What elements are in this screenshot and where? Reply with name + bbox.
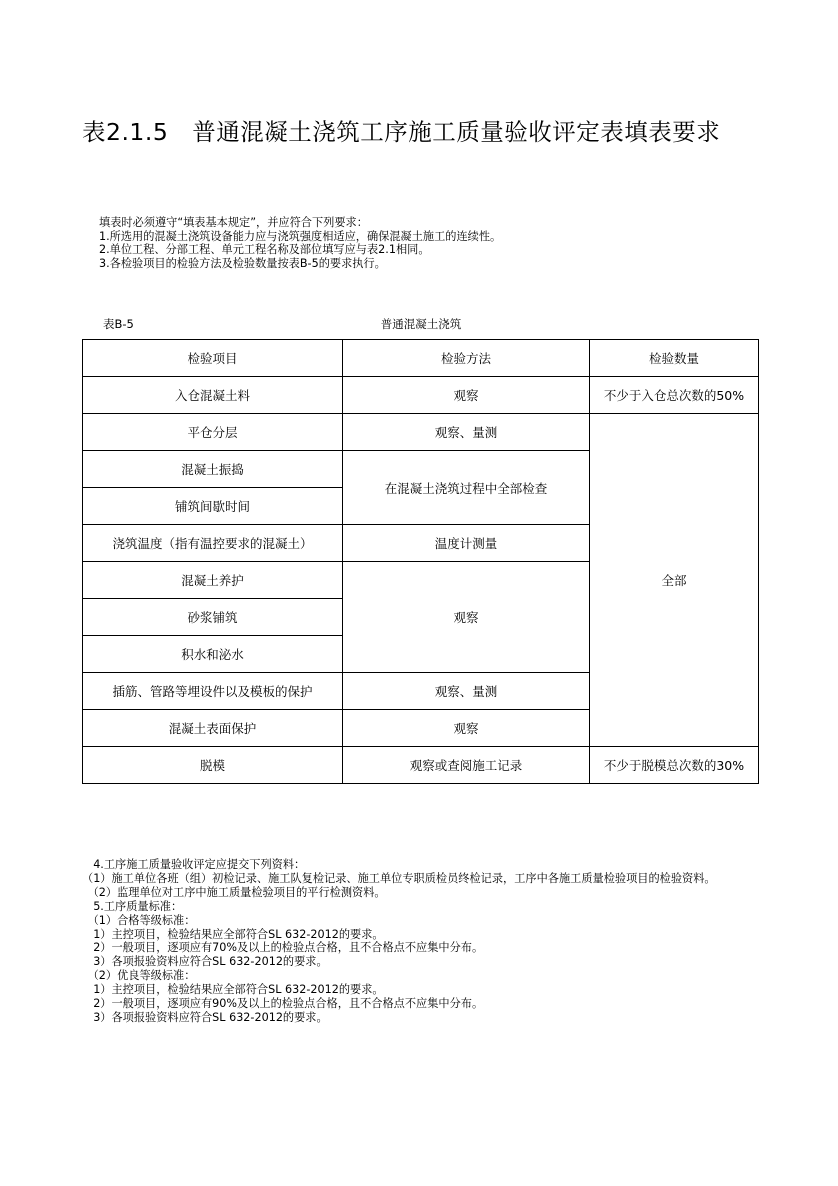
item-cell: 砂浆铺筑 <box>83 599 343 636</box>
note-line: 1）主控项目，检验结果应全部符合SL 632-2012的要求。 <box>82 927 384 941</box>
method-cell: 观察 <box>343 710 590 747</box>
note-line: 2）一般项目，逐项应有90%及以上的检验点合格，且不合格点不应集中分布。 <box>82 997 484 1011</box>
note-line: 5.工序质量标准： <box>82 899 183 913</box>
note-line: 4.工序施工质量验收评定应提交下列资料： <box>82 858 306 871</box>
item-cell: 铺筑间歇时间 <box>83 488 343 525</box>
note-line: 2）一般项目，逐项应有70%及以上的检验点合格，且不合格点不应集中分布。 <box>82 941 484 955</box>
note-line: 1）主控项目，检验结果应全部符合SL 632-2012的要求。 <box>82 983 384 997</box>
item-cell: 混凝土表面保护 <box>83 710 343 747</box>
intro-block <box>99 216 501 270</box>
notes-block <box>82 858 762 1025</box>
method-cell: 观察 <box>343 562 590 673</box>
item-cell: 浇筑温度（指有温控要求的混凝土） <box>83 525 343 562</box>
document-title: 表2.1.5 普通混凝土浇筑工序施工质量验收评定表填表要求 <box>82 118 721 146</box>
table-name: 普通混凝土浇筑 <box>380 317 462 331</box>
header-cell: 检验数量 <box>590 340 759 377</box>
quantity-cell: 不少于入仓总次数的50% <box>590 377 759 414</box>
method-cell: 观察、量测 <box>343 414 590 451</box>
quantity-cell: 不少于脱模总次数的30% <box>590 747 759 784</box>
note-line: 3）各项报验资料应符合SL 632-2012的要求。 <box>82 1010 328 1024</box>
intro-line: 填表时必须遵守“填表基本规定”，并应符合下列要求： <box>99 216 368 229</box>
item-cell: 平仓分层 <box>83 414 343 451</box>
method-cell: 观察或查阅施工记录 <box>343 747 590 784</box>
table-row <box>83 414 759 451</box>
method-cell: 在混凝土浇筑过程中全部检查 <box>343 451 590 525</box>
intro-line: 2.单位工程、分部工程、单元工程名称及部位填写应与表2.1相同。 <box>99 243 430 257</box>
item-cell: 插筋、管路等埋设件以及模板的保护 <box>83 673 343 710</box>
inspection-table <box>82 339 759 784</box>
intro-line: 1.所选用的混凝土浇筑设备能力应与浇筑强度相适应，确保混凝土施工的连续性。 <box>99 229 502 243</box>
item-cell: 混凝土养护 <box>83 562 343 599</box>
method-cell: 温度计测量 <box>343 525 590 562</box>
table-row <box>83 377 759 414</box>
intro-line: 3.各检验项目的检验方法及检验数量按表B-5的要求执行。 <box>99 256 386 270</box>
table-header-row <box>83 340 759 377</box>
note-line: （1）合格等级标准： <box>82 913 196 927</box>
item-cell: 混凝土振捣 <box>83 451 343 488</box>
note-line: （2）优良等级标准： <box>82 969 196 983</box>
method-cell: 观察、量测 <box>343 673 590 710</box>
method-cell: 观察 <box>343 377 590 414</box>
item-cell: 积水和泌水 <box>83 636 343 673</box>
note-line: 3）各项报验资料应符合SL 632-2012的要求。 <box>82 955 328 969</box>
quantity-cell: 全部 <box>590 414 759 747</box>
item-cell: 脱模 <box>83 747 343 784</box>
table-number: 表B-5 <box>103 317 134 331</box>
table-row <box>83 747 759 784</box>
header-cell: 检验项目 <box>83 340 343 377</box>
note-line: （1）施工单位各班（组）初检记录、施工队复检记录、施工单位专职质检员终检记录，工序中各施工质量检验项目的检验资料。 <box>82 871 716 885</box>
item-cell: 入仓混凝土料 <box>83 377 343 414</box>
note-line: （2）监理单位对工序中施工质量检验项目的平行检测资料。 <box>82 885 386 899</box>
header-cell: 检验方法 <box>343 340 590 377</box>
